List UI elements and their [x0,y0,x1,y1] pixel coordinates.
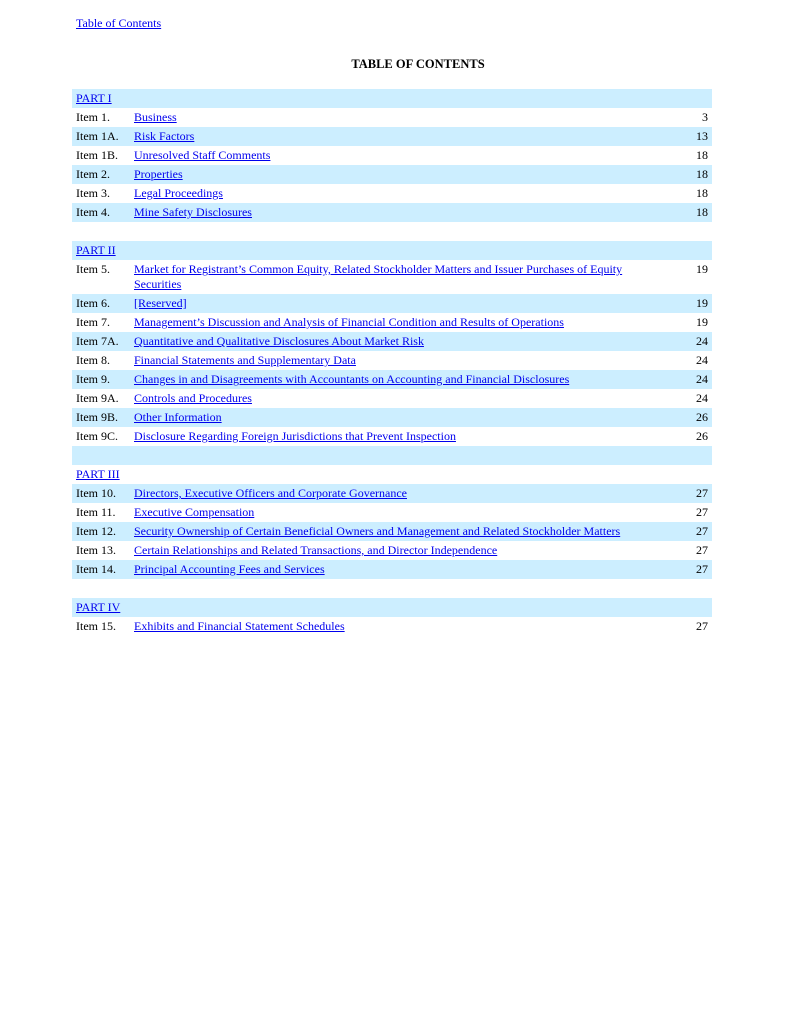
toc-row [72,294,712,313]
toc-row [72,165,712,184]
page-number: 27 [696,562,708,576]
item-link[interactable]: Controls and Procedures [134,391,252,405]
item-number: Item 9B. [76,410,118,424]
item-link[interactable]: Risk Factors [134,129,195,143]
item-number: Item 7A. [76,334,119,348]
page-number: 24 [696,391,708,405]
toc-row [72,389,712,408]
toc-row [72,260,712,294]
item-link[interactable]: Properties [134,167,183,181]
item-number: Item 12. [76,524,116,538]
item-number: Item 7. [76,315,110,329]
item-link[interactable]: Financial Statements and Supplementary Data [134,353,356,367]
item-link[interactable]: Legal Proceedings [134,186,223,200]
item-link[interactable]: Quantitative and Qualitative Disclosures About Market Risk [134,334,424,348]
part-header-row [72,241,712,260]
item-number: Item 9A. [76,391,119,405]
toc-row [72,617,712,636]
page-number: 18 [696,167,708,181]
item-number: Item 3. [76,186,110,200]
page-number: 26 [696,410,708,424]
page-number: 18 [696,148,708,162]
toc-row [72,332,712,351]
toc-row [72,541,712,560]
part-i-link[interactable]: PART I [76,91,112,105]
item-number: Item 1B. [76,148,118,162]
item-link[interactable]: Unresolved Staff Comments [134,148,271,162]
item-link[interactable]: Management’s Discussion and Analysis of Financial Condition and Results of Operations [134,315,564,329]
item-number: Item 9. [76,372,110,386]
item-number: Item 9C. [76,429,118,443]
toc-row [72,370,712,389]
page-number: 24 [696,353,708,367]
item-link[interactable]: Directors, Executive Officers and Corporate Governance [134,486,407,500]
part-header-row [72,598,712,617]
page-number: 3 [702,110,708,124]
toc-row [72,503,712,522]
item-link[interactable]: Mine Safety Disclosures [134,205,252,219]
item-link[interactable]: Other Information [134,410,222,424]
item-number: Item 14. [76,562,116,576]
part-iii-link[interactable]: PART III [76,467,120,481]
toc-row [72,351,712,370]
page-number: 27 [696,505,708,519]
toc-row [72,408,712,427]
toc-row [72,203,712,222]
item-number: Item 1. [76,110,110,124]
part-iv-link[interactable]: PART IV [76,600,121,614]
page-number: 27 [696,486,708,500]
page-number: 27 [696,543,708,557]
item-link[interactable]: Market for Registrant’s Common Equity, Related Stockholder Matters and Issuer Purchases of Equity Securities [134,262,623,291]
item-number: Item 13. [76,543,116,557]
page-title: TABLE OF CONTENTS [351,57,485,71]
item-number: Item 15. [76,619,116,633]
item-link[interactable]: [Reserved] [134,296,187,310]
page-number: 24 [696,334,708,348]
item-link[interactable]: Certain Relationships and Related Transactions, and Director Independence [134,543,498,557]
spacer-row [72,222,712,241]
part-header-row [72,89,712,108]
item-number: Item 1A. [76,129,119,143]
toc-row [72,108,712,127]
toc-row [72,127,712,146]
page-number: 24 [696,372,708,386]
page-number: 13 [696,129,708,143]
item-number: Item 4. [76,205,110,219]
spacer-row [72,446,712,465]
item-link[interactable]: Disclosure Regarding Foreign Jurisdictions that Prevent Inspection [134,429,456,443]
toc-table [72,89,712,636]
toc-row [72,184,712,203]
part-header-row [72,465,712,484]
item-number: Item 6. [76,296,110,310]
page-number: 18 [696,186,708,200]
item-link[interactable]: Exhibits and Financial Statement Schedules [134,619,345,633]
toc-row [72,427,712,446]
item-number: Item 10. [76,486,116,500]
part-ii-link[interactable]: PART II [76,243,116,257]
item-number: Item 8. [76,353,110,367]
page-number: 27 [696,524,708,538]
toc-row [72,522,712,541]
page-number: 19 [696,296,708,310]
item-number: Item 2. [76,167,110,181]
page-number: 27 [696,619,708,633]
item-link[interactable]: Principal Accounting Fees and Services [134,562,325,576]
toc-row [72,313,712,332]
item-link[interactable]: Changes in and Disagreements with Accountants on Accounting and Financial Disclosures [134,372,570,386]
page-number: 18 [696,205,708,219]
item-link[interactable]: Executive Compensation [134,505,255,519]
item-link[interactable]: Security Ownership of Certain Beneficial Owners and Management and Related Stockholder Matters [134,524,621,538]
page-number: 26 [696,429,708,443]
page-number: 19 [696,262,708,276]
spacer-row [72,579,712,598]
toc-row [72,560,712,579]
item-link[interactable]: Business [134,110,177,124]
page-number: 19 [696,315,708,329]
item-number: Item 5. [76,262,110,276]
table-of-contents-link[interactable]: Table of Contents [76,16,162,30]
item-number: Item 11. [76,505,116,519]
toc-row [72,146,712,165]
toc-row [72,484,712,503]
